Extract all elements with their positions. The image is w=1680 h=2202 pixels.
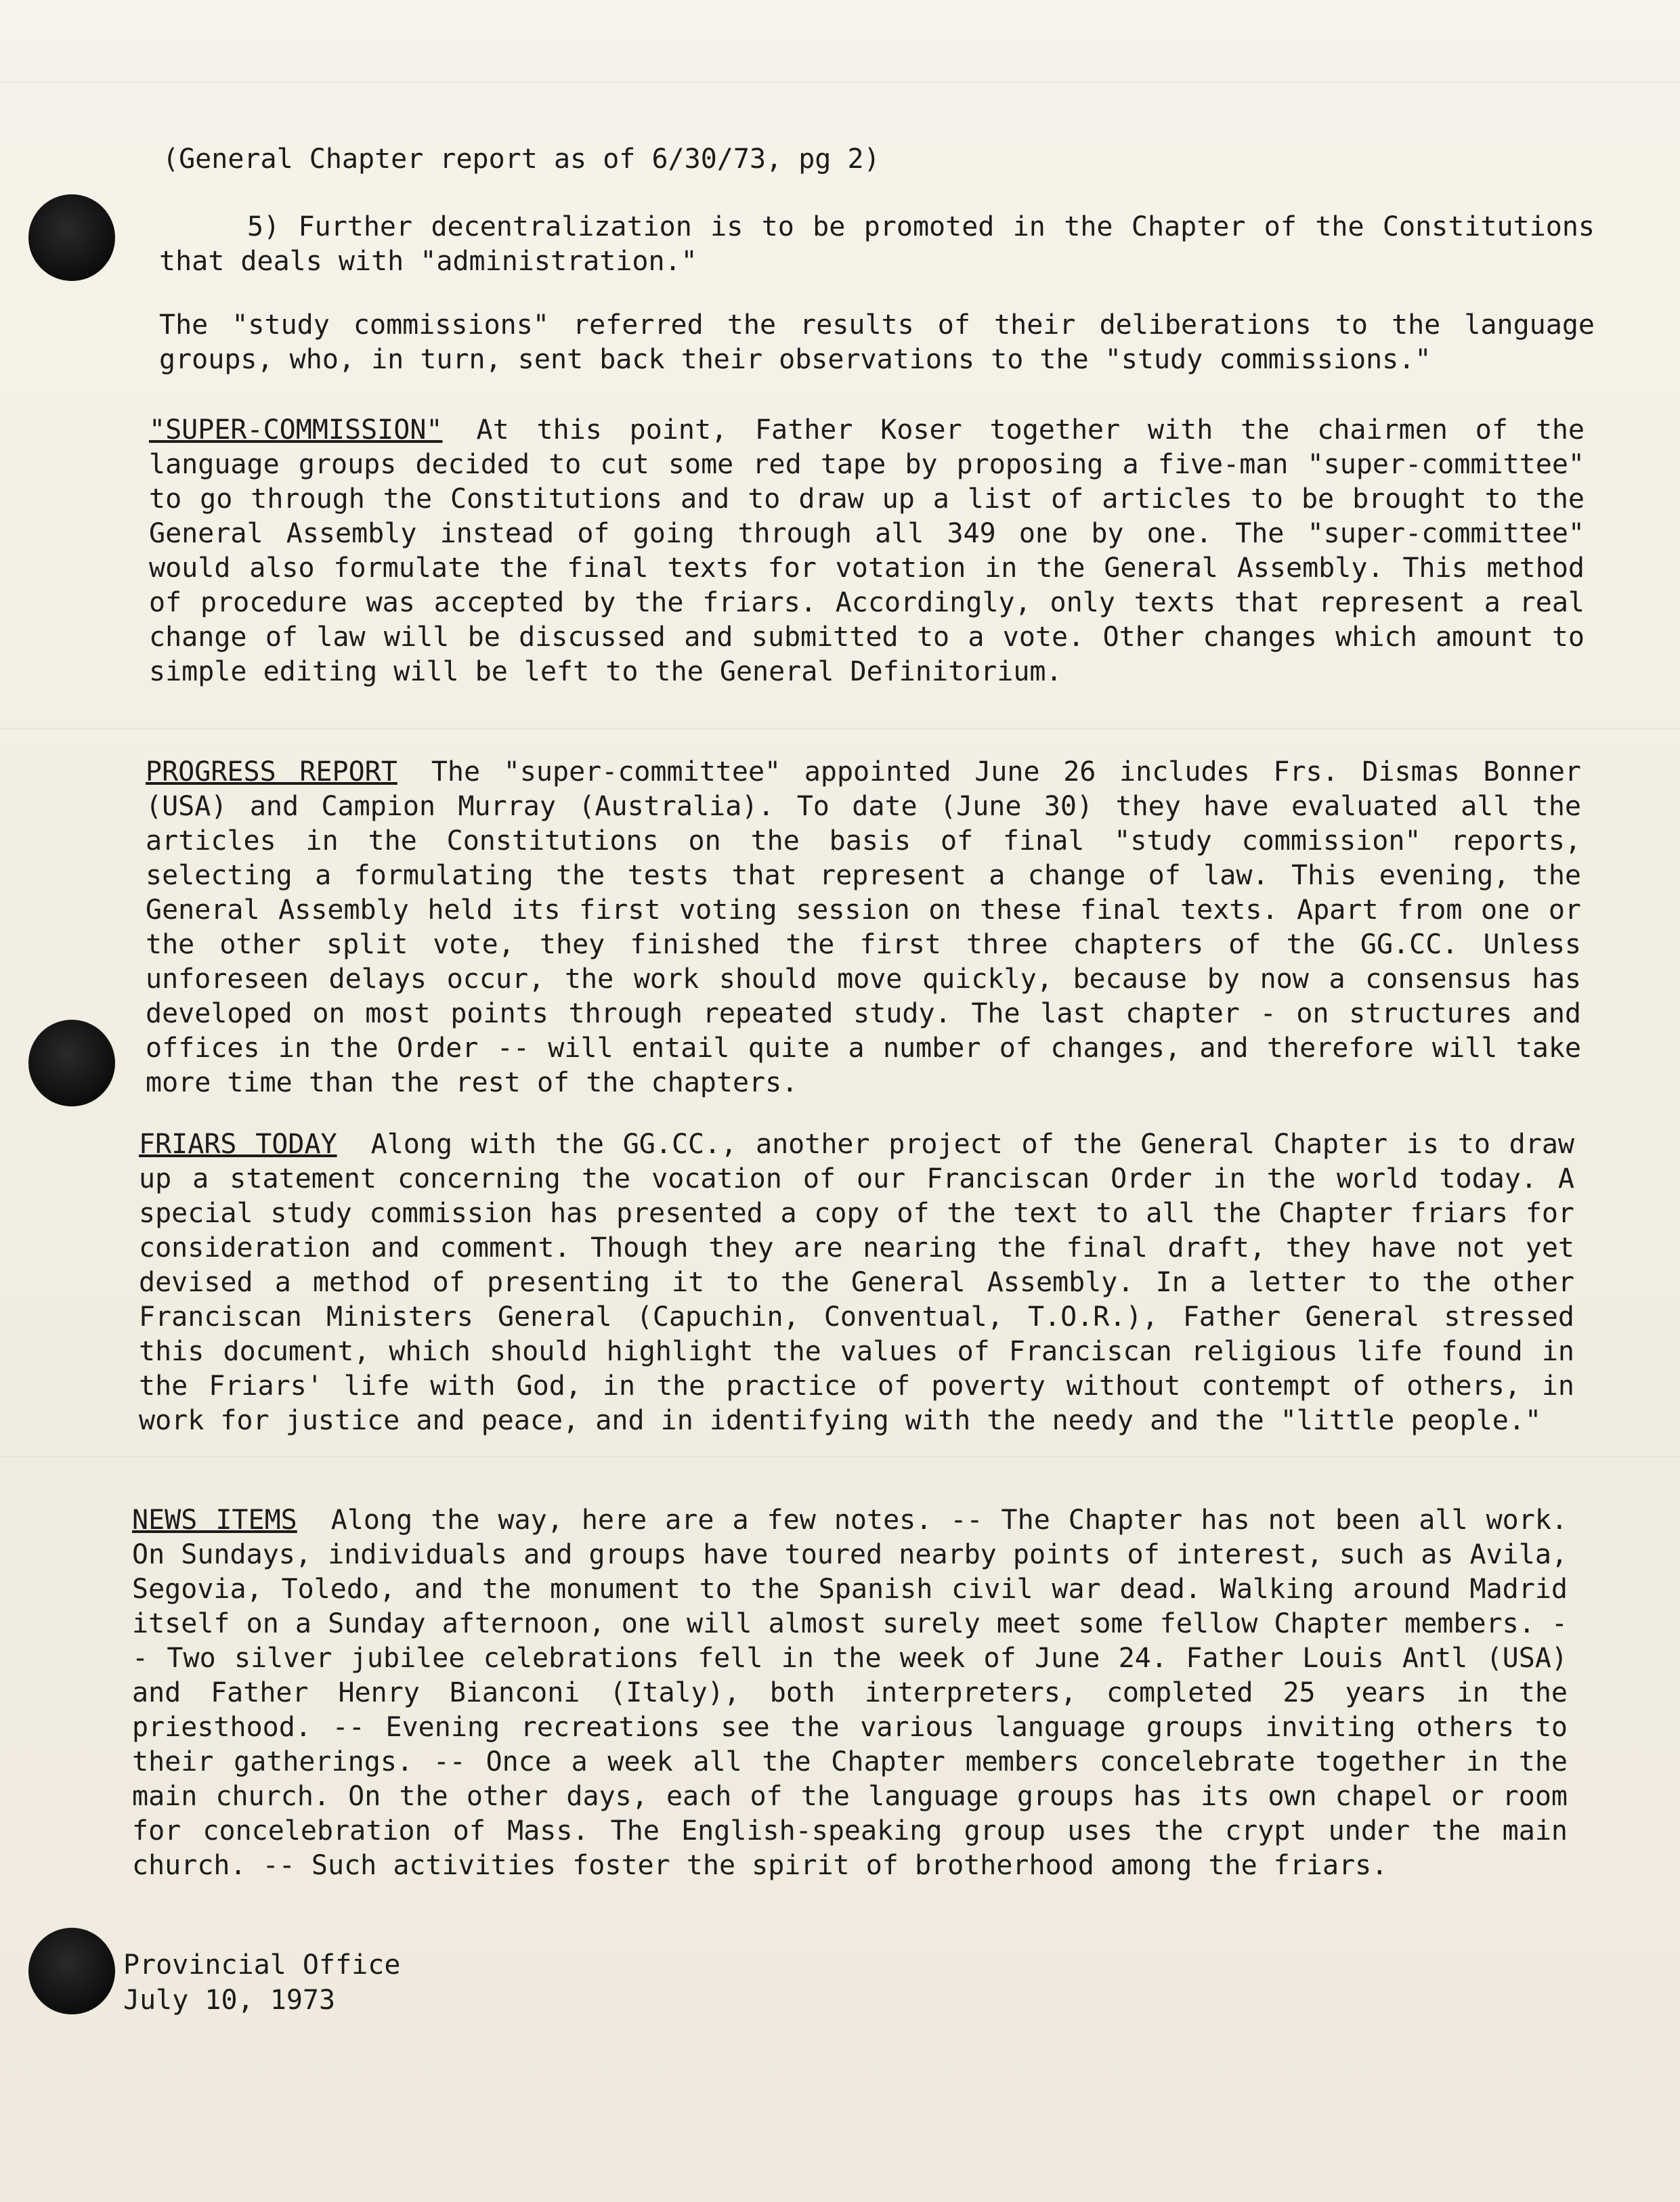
paragraph-decentralization [159, 210, 1595, 279]
punch-hole [28, 194, 115, 281]
section-text: At this point, Father Koser together with the chairmen of the language groups decided to cut some red tape by proposing a five-man "super-committee" to go through the Constitutions and to draw up a list of articles to be brought to the General Assembly instead of going through all 349 one by one. The "super-committee" would also formulate the final texts for votation in the General Assembly. This method of procedure was accepted by the friars. Accordingly, only texts that represent a real change of law will be discussed and submitted to a vote. Other changes which amount to simple editing will be left to the General Definitorium. [149, 414, 1585, 687]
section-heading: "SUPER-COMMISSION" [149, 414, 443, 446]
paragraph-study-commissions [159, 308, 1595, 377]
paper-fold [0, 81, 1680, 84]
section-progress-report [146, 755, 1581, 1100]
section-text: Along with the GG.CC., another project of the General Chapter is to draw up a statement concerning the vocation of our Franciscan Order in the world today. A special study commission has presented a copy of the text to all the Chapter friars for consideration and comment. Though they are nearing the final draft, they have not yet devised a method of presenting it to the General Assembly. In a letter to the other Franciscan Ministers General (Capuchin, Conventual, T.O.R.), Father General stressed this document, which should highlight the values of Franciscan religious life found in the Friars' life with God, in the practice of poverty without contempt of others, in work for justice and peace, and in identifying with the needy and the "little people." [139, 1129, 1575, 1436]
paper-fold [0, 1456, 1680, 1459]
section-super-commission [149, 413, 1585, 689]
section-news-items [132, 1503, 1568, 1883]
paragraph-text: The "study commissions" referred the results of their deliberations to the language groups, who, in turn, sent back their observations to the "study commissions." [159, 309, 1595, 375]
page-header: (General Chapter report as of 6/30/73, pg 2) [163, 144, 880, 175]
section-heading: FRIARS TODAY [139, 1129, 337, 1160]
section-text: Along the way, here are a few notes. -- The Chapter has not been all work. On Sundays, individuals and groups have toured nearby points of interest, such as Avila, Segovia, Toledo, and the monument to the Spanish civil war dead. Walking around Madrid itself on a Sunday afternoon, one will almost surely meet some fellow Chapter members. -- Two silver jubilee celebrations fell in the week of June 24. Father Louis Antl (USA) and Father Henry Bianconi (Italy), both interpreters, completed 25 years in the priesthood. -- Evening recreations see the various language groups inviting others to their gatherings. -- Once a week all the Chapter members concelebrate together in the main church. On the other days, each of the language groups has its own chapel or room for concelebration of Mass. The English-speaking group uses the crypt under the main church. -- Such activities foster the spirit of brotherhood among the friars. [132, 1505, 1568, 1881]
punch-hole [28, 1020, 115, 1106]
punch-hole [28, 1928, 115, 2014]
section-heading: NEWS ITEMS [132, 1505, 297, 1536]
closing-date: July 10, 1973 [123, 1985, 336, 2016]
section-text: The "super-committee" appointed June 26 includes Frs. Dismas Bonner (USA) and Campion Murray (Australia). To date (June 30) they have evaluated all the articles in the Constitutions on the basis of final "study commission" reports, selecting a formulating the tests that represent a change of law. This evening, the General Assembly held its first voting session on these final texts. Apart from one or the other split vote, they finished the first three chapters of the GG.CC. Unless unforeseen delays occur, the work should move quickly, because by now a consensus has developed on most points through repeated study. The last chapter - on structures and offices in the Order -- will entail quite a number of changes, and therefore will take more time than the rest of the chapters. [146, 756, 1582, 1098]
section-heading: PROGRESS REPORT [146, 756, 397, 787]
paragraph-text: 5) Further decentralization is to be promoted in the Chapter of the Constitutions that deals with "administration." [159, 211, 1595, 277]
closing-block [123, 1947, 400, 2018]
paper-fold [0, 728, 1680, 731]
office-name: Provincial Office [123, 1949, 401, 1981]
section-friars-today [139, 1127, 1574, 1438]
